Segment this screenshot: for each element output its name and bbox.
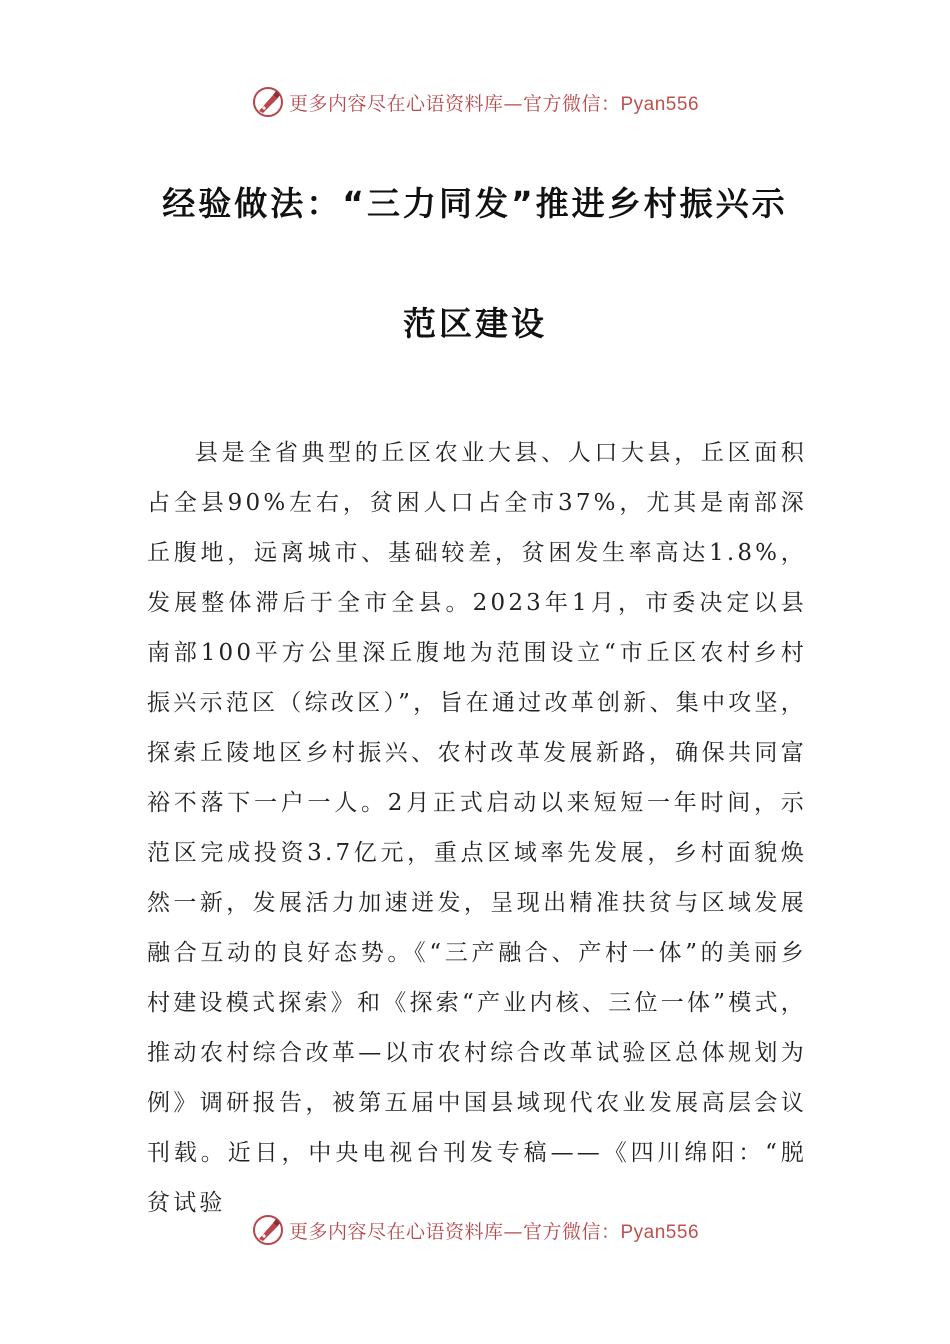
pen-nib-icon — [251, 85, 285, 119]
pen-nib-icon — [251, 1213, 285, 1247]
watermark-handle: Pyan556 — [620, 1221, 700, 1243]
footer-watermark — [0, 1210, 950, 1250]
body-paragraph: 县是全省典型的丘区农业大县、人口大县，丘区面积占全县90%左右，贫困人口占全市37%，尤其是南部深丘腹地，远离城市、基础较差，贫困发生率高达1.8%，发展整体滞后于全市全县。2023年1月，市委决定以县南部100平方公里深丘腹地为范围设立“市丘区农村乡村振兴示范区（综改区）”，旨在通过改革创新、集中攻坚，探索丘陵地区乡村振兴、农村改革发展新路，确保共同富裕不落下一户一人。2月正式启动以来短短一年时间，示范区完成投资3.7亿元，重点区域率先发展，乡村面貌焕然一新，发展活力加速迸发，呈现出精准扶贫与区域发展融合互动的良好态势。《“三产融合、产村一体”的美丽乡村建设模式探索》和《探索“产业内核、三位一体”模式，推动农村综合改革—以市农村综合改革试验区总体规划为例》调研报告，被第五届中国县域现代农业发展高层会议刊载。近日，中央电视台刊发专稿——《四川绵阳：“脱贫试验 — [147, 440, 807, 1216]
watermark-text: 更多内容尽在心语资料库—官方微信：Pyan556 — [288, 92, 700, 115]
watermark-text: 更多内容尽在心语资料库—官方微信：Pyan556 — [288, 1220, 700, 1243]
watermark-handle: Pyan556 — [620, 93, 700, 115]
document-title-line1: 经验做法：“三力同发”推进乡村振兴示 — [162, 184, 788, 223]
header-watermark — [0, 82, 950, 122]
document-title-line2: 范区建设 — [403, 304, 547, 343]
